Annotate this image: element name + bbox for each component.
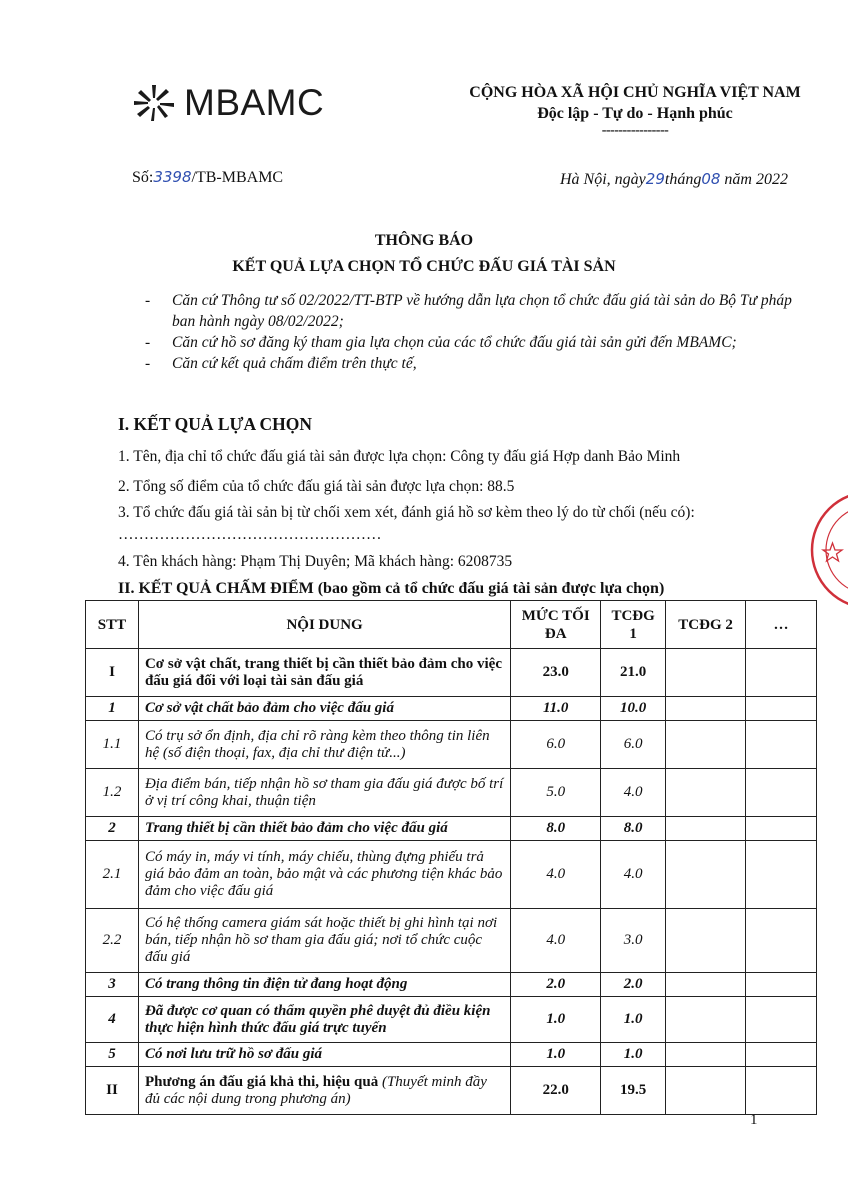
doc-number-prefix: Số: xyxy=(132,169,154,186)
selected-score: 2. Tổng số điểm của tổ chức đấu giá tài sản được lựa chọn: 88.5 xyxy=(118,478,515,495)
row-content: Phương án đấu giá khả thi, hiệu quả (Thuyết minh đầy đủ các nội dung trong phương án) xyxy=(138,1067,510,1115)
row-content: Có hệ thống camera giám sát hoặc thiết bị ghi hình tại nơi bán, tiếp nhận hồ sơ tham gia đấu giá; nơi tổ chức cuộc đấu giá xyxy=(138,909,510,973)
row-content: Đã được cơ quan có thẩm quyền phê duyệt đủ điều kiện thực hiện hình thức đấu giá trực tuyến xyxy=(138,997,510,1043)
basis-item: - Căn cứ kết quả chấm điểm trên thực tế, xyxy=(145,355,417,372)
customer-info: 4. Tên khách hàng: Phạm Thị Duyên; Mã khách hàng: 6208735 xyxy=(118,553,513,570)
motto: Độc lập - Tự do - Hạnh phúc xyxy=(537,105,733,122)
header-content: NỘI DUNG xyxy=(138,601,510,649)
document-title: THÔNG BÁO xyxy=(374,232,474,249)
table-row: 2 Trang thiết bị cần thiết bảo đảm cho việc đấu giá 8.0 8.0 xyxy=(86,817,817,841)
logo-text: MBAMC xyxy=(184,82,325,123)
company-logo xyxy=(132,82,324,124)
row-content: Có trụ sở ổn định, địa chỉ rõ ràng kèm theo thông tin liên hệ (số điện thoại, fax, địa chỉ thư điện tử...) xyxy=(138,721,510,769)
table-row: 4 Đã được cơ quan có thẩm quyền phê duyệt đủ điều kiện thực hiện hình thức đấu giá trực tuyến 1.0 1.0 xyxy=(86,997,817,1043)
header-max: MỨC TỐI ĐA xyxy=(511,601,601,649)
row-content: Có nơi lưu trữ hồ sơ đấu giá xyxy=(138,1043,510,1067)
national-header xyxy=(440,84,830,139)
date-month: 08 xyxy=(701,170,721,188)
basis-item: - Căn cứ hồ sơ đăng ký tham gia lựa chọn của các tổ chức đấu giá tài sản gửi đến MBAMC; xyxy=(145,334,737,351)
row-content: Cơ sở vật chất, trang thiết bị cần thiết bảo đảm cho việc đấu giá đối với loại tài sản đấu giá xyxy=(138,649,510,697)
table-header-row xyxy=(86,601,817,649)
rejected-organizations: 3. Tổ chức đấu giá tài sản bị từ chối xem xét, đánh giá hồ sơ kèm theo lý do từ chối (nếu có): …………………………………………… xyxy=(118,504,695,543)
row-content: Cơ sở vật chất bảo đảm cho việc đấu giá xyxy=(138,697,510,721)
table-row: 2.2 Có hệ thống camera giám sát hoặc thiết bị ghi hình tại nơi bán, tiếp nhận hồ sơ tham gia đấu giá; nơi tổ chức cuộc đấu giá 4.0 3.0 xyxy=(86,909,817,973)
table-row: 5 Có nơi lưu trữ hồ sơ đấu giá 1.0 1.0 xyxy=(86,1043,817,1067)
doc-number-handwritten: 3398 xyxy=(153,168,192,186)
row-content: Có trang thông tin điện tử đang hoạt động xyxy=(138,973,510,997)
company-seal xyxy=(800,488,848,628)
section-2-heading: II. KẾT QUẢ CHẤM ĐIỂM (bao gồm cả tổ chức đấu giá tài sản được lựa chọn) xyxy=(118,580,665,597)
page-number: 1 xyxy=(750,1112,758,1128)
score-table xyxy=(85,600,817,1115)
basis-text: Căn cứ Thông tư số 02/2022/TT-BTP về hướng dẫn lựa chọn tổ chức đấu giá tài sản do Bộ Tư pháp ban hành ngày 08/02/2022; xyxy=(172,292,792,330)
selected-organization: 1. Tên, địa chỉ tổ chức đấu giá tài sản được lựa chọn: Công ty đấu giá Hợp danh Bảo Minh xyxy=(118,448,681,465)
header-tcdg2: TCĐG 2 xyxy=(666,601,746,649)
mbamc-star-icon xyxy=(132,83,176,123)
date-suffix: năm 2022 xyxy=(724,171,788,188)
table-row: 2.1 Có máy in, máy vi tính, máy chiếu, thùng đựng phiếu trả giá bảo đảm an toàn, bảo mật và các phương tiện khác bảo đảm cho việc đấu giá 4.0 4.0 xyxy=(86,841,817,909)
basis-text: Căn cứ kết quả chấm điểm trên thực tế, xyxy=(172,355,417,372)
table-row: 1.2 Địa điểm bán, tiếp nhận hồ sơ tham gia đấu giá được bố trí ở vị trí công khai, thuận tiện 5.0 4.0 xyxy=(86,769,817,817)
header-divider: ---------------- xyxy=(601,123,669,138)
document-date xyxy=(560,170,788,189)
document-number xyxy=(132,168,283,187)
doc-number-suffix: /TB-MBAMC xyxy=(191,169,284,186)
header-stt: STT xyxy=(86,601,139,649)
row-content: Có máy in, máy vi tính, máy chiếu, thùng đựng phiếu trả giá bảo đảm an toàn, bảo mật và các phương tiện khác bảo đảm cho việc đấu giá xyxy=(138,841,510,909)
basis-text: Căn cứ hồ sơ đăng ký tham gia lựa chọn của các tổ chức đấu giá tài sản gửi đến MBAMC; xyxy=(172,334,737,351)
row-content: Trang thiết bị cần thiết bảo đảm cho việc đấu giá xyxy=(138,817,510,841)
section-1-heading: I. KẾT QUẢ LỰA CHỌN xyxy=(118,414,312,434)
table-row: 1.1 Có trụ sở ổn định, địa chỉ rõ ràng kèm theo thông tin liên hệ (số điện thoại, fax, địa chỉ thư điện tử...) 6.0 6.0 xyxy=(86,721,817,769)
nation-title: CỘNG HÒA XÃ HỘI CHỦ NGHĨA VIỆT NAM xyxy=(469,84,801,101)
header-more: … xyxy=(746,601,817,649)
table-row: II Phương án đấu giá khả thi, hiệu quả (Thuyết minh đầy đủ các nội dung trong phương án) 22.0 19.5 xyxy=(86,1067,817,1115)
table-row: I Cơ sở vật chất, trang thiết bị cần thiết bảo đảm cho việc đấu giá đối với loại tài sản đấu giá 23.0 21.0 xyxy=(86,649,817,697)
row-content: Địa điểm bán, tiếp nhận hồ sơ tham gia đấu giá được bố trí ở vị trí công khai, thuận tiện xyxy=(138,769,510,817)
date-prefix: Hà Nội, ngày xyxy=(560,171,646,188)
date-mid: tháng xyxy=(664,171,702,188)
header-tcdg1: TCĐG 1 xyxy=(601,601,666,649)
document-subtitle: KẾT QUẢ LỰA CHỌN TỔ CHỨC ĐẤU GIÁ TÀI SẢN xyxy=(232,258,616,275)
basis-item: - Căn cứ Thông tư số 02/2022/TT-BTP về hướng dẫn lựa chọn tổ chức đấu giá tài sản do Bộ Tư pháp ban hành ngày 08/02/2022; xyxy=(145,290,805,332)
table-row: 1 Cơ sở vật chất bảo đảm cho việc đấu giá 11.0 10.0 xyxy=(86,697,817,721)
date-day: 29 xyxy=(645,170,665,188)
legal-bases xyxy=(145,290,805,374)
table-row: 3 Có trang thông tin điện tử đang hoạt động 2.0 2.0 xyxy=(86,973,817,997)
